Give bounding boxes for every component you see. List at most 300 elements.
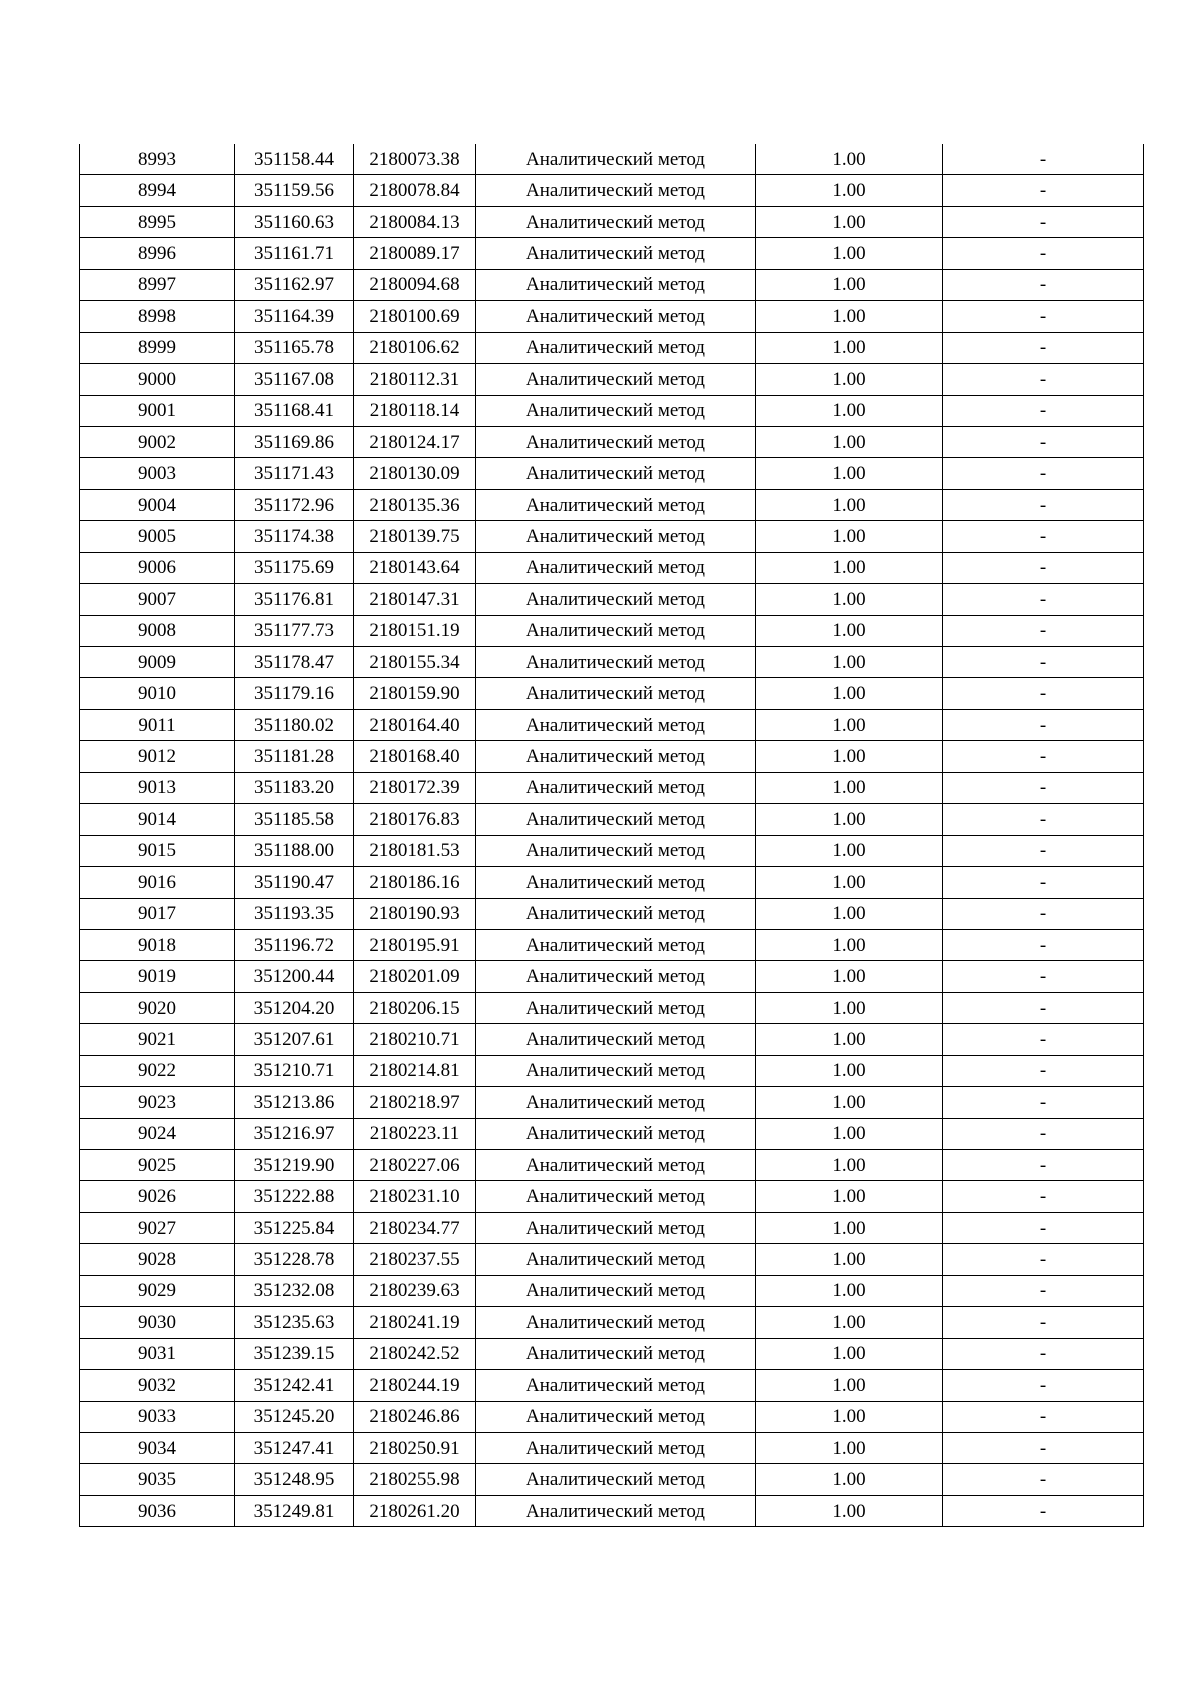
x-coordinate-cell: 351232.08	[235, 1275, 354, 1306]
method-cell: Аналитический метод	[476, 332, 756, 363]
method-cell: Аналитический метод	[476, 238, 756, 269]
y-coordinate-cell: 2180223.11	[354, 1118, 476, 1149]
accuracy-cell: 1.00	[756, 395, 943, 426]
y-coordinate-cell: 2180147.31	[354, 584, 476, 615]
x-coordinate-cell: 351242.41	[235, 1370, 354, 1401]
point-number-cell: 9002	[80, 426, 235, 457]
accuracy-cell: 1.00	[756, 175, 943, 206]
accuracy-cell: 1.00	[756, 1024, 943, 1055]
method-cell: Аналитический метод	[476, 426, 756, 457]
accuracy-cell: 1.00	[756, 426, 943, 457]
point-number-cell: 9030	[80, 1307, 235, 1338]
note-cell: -	[943, 238, 1144, 269]
x-coordinate-cell: 351185.58	[235, 804, 354, 835]
point-number-cell: 8999	[80, 332, 235, 363]
table-row	[80, 238, 1144, 269]
x-coordinate-cell: 351172.96	[235, 489, 354, 520]
y-coordinate-cell: 2180242.52	[354, 1338, 476, 1369]
method-cell: Аналитический метод	[476, 395, 756, 426]
y-coordinate-cell: 2180164.40	[354, 709, 476, 740]
table-row	[80, 678, 1144, 709]
method-cell: Аналитический метод	[476, 678, 756, 709]
point-number-cell: 9026	[80, 1181, 235, 1212]
y-coordinate-cell: 2180186.16	[354, 867, 476, 898]
y-coordinate-cell: 2180143.64	[354, 552, 476, 583]
y-coordinate-cell: 2180201.09	[354, 961, 476, 992]
accuracy-cell: 1.00	[756, 269, 943, 300]
method-cell: Аналитический метод	[476, 1275, 756, 1306]
table-row	[80, 395, 1144, 426]
accuracy-cell: 1.00	[756, 458, 943, 489]
method-cell: Аналитический метод	[476, 772, 756, 803]
y-coordinate-cell: 2180210.71	[354, 1024, 476, 1055]
point-number-cell: 9031	[80, 1338, 235, 1369]
accuracy-cell: 1.00	[756, 961, 943, 992]
method-cell: Аналитический метод	[476, 1055, 756, 1086]
note-cell: -	[943, 961, 1144, 992]
note-cell: -	[943, 144, 1144, 175]
point-number-cell: 9017	[80, 898, 235, 929]
table-row	[80, 1432, 1144, 1463]
accuracy-cell: 1.00	[756, 521, 943, 552]
point-number-cell: 9016	[80, 867, 235, 898]
accuracy-cell: 1.00	[756, 1401, 943, 1432]
y-coordinate-cell: 2180100.69	[354, 301, 476, 332]
x-coordinate-cell: 351180.02	[235, 709, 354, 740]
point-number-cell: 9014	[80, 804, 235, 835]
x-coordinate-cell: 351239.15	[235, 1338, 354, 1369]
table-row	[80, 1087, 1144, 1118]
y-coordinate-cell: 2180139.75	[354, 521, 476, 552]
accuracy-cell: 1.00	[756, 1338, 943, 1369]
y-coordinate-cell: 2180094.68	[354, 269, 476, 300]
y-coordinate-cell: 2180241.19	[354, 1307, 476, 1338]
x-coordinate-cell: 351219.90	[235, 1150, 354, 1181]
point-number-cell: 9036	[80, 1495, 235, 1526]
x-coordinate-cell: 351179.16	[235, 678, 354, 709]
x-coordinate-cell: 351169.86	[235, 426, 354, 457]
x-coordinate-cell: 351178.47	[235, 647, 354, 678]
table-row	[80, 364, 1144, 395]
table-row	[80, 1055, 1144, 1086]
method-cell: Аналитический метод	[476, 269, 756, 300]
y-coordinate-cell: 2180106.62	[354, 332, 476, 363]
table-row	[80, 489, 1144, 520]
note-cell: -	[943, 678, 1144, 709]
accuracy-cell: 1.00	[756, 772, 943, 803]
table-row	[80, 458, 1144, 489]
method-cell: Аналитический метод	[476, 1024, 756, 1055]
table-row	[80, 206, 1144, 237]
method-cell: Аналитический метод	[476, 1087, 756, 1118]
accuracy-cell: 1.00	[756, 1307, 943, 1338]
x-coordinate-cell: 351225.84	[235, 1212, 354, 1243]
table-row	[80, 1150, 1144, 1181]
accuracy-cell: 1.00	[756, 584, 943, 615]
method-cell: Аналитический метод	[476, 835, 756, 866]
note-cell: -	[943, 1338, 1144, 1369]
accuracy-cell: 1.00	[756, 206, 943, 237]
method-cell: Аналитический метод	[476, 898, 756, 929]
method-cell: Аналитический метод	[476, 1432, 756, 1463]
y-coordinate-cell: 2180255.98	[354, 1464, 476, 1495]
table-row	[80, 1338, 1144, 1369]
table-row	[80, 584, 1144, 615]
accuracy-cell: 1.00	[756, 1370, 943, 1401]
note-cell: -	[943, 1024, 1144, 1055]
point-number-cell: 9033	[80, 1401, 235, 1432]
point-number-cell: 8998	[80, 301, 235, 332]
point-number-cell: 8996	[80, 238, 235, 269]
accuracy-cell: 1.00	[756, 678, 943, 709]
method-cell: Аналитический метод	[476, 364, 756, 395]
accuracy-cell: 1.00	[756, 1464, 943, 1495]
table-row	[80, 1275, 1144, 1306]
x-coordinate-cell: 351183.20	[235, 772, 354, 803]
y-coordinate-cell: 2180130.09	[354, 458, 476, 489]
accuracy-cell: 1.00	[756, 615, 943, 646]
method-cell: Аналитический метод	[476, 1401, 756, 1432]
table-row	[80, 426, 1144, 457]
x-coordinate-cell: 351222.88	[235, 1181, 354, 1212]
x-coordinate-cell: 351188.00	[235, 835, 354, 866]
table-row	[80, 1024, 1144, 1055]
method-cell: Аналитический метод	[476, 929, 756, 960]
table-row	[80, 1370, 1144, 1401]
method-cell: Аналитический метод	[476, 615, 756, 646]
point-number-cell: 9011	[80, 709, 235, 740]
table-row	[80, 1464, 1144, 1495]
point-number-cell: 8994	[80, 175, 235, 206]
method-cell: Аналитический метод	[476, 1307, 756, 1338]
y-coordinate-cell: 2180181.53	[354, 835, 476, 866]
point-number-cell: 9034	[80, 1432, 235, 1463]
method-cell: Аналитический метод	[476, 1464, 756, 1495]
y-coordinate-cell: 2180112.31	[354, 364, 476, 395]
point-number-cell: 8995	[80, 206, 235, 237]
x-coordinate-cell: 351168.41	[235, 395, 354, 426]
table-row	[80, 1495, 1144, 1526]
accuracy-cell: 1.00	[756, 898, 943, 929]
table-row	[80, 615, 1144, 646]
point-number-cell: 9022	[80, 1055, 235, 1086]
x-coordinate-cell: 351190.47	[235, 867, 354, 898]
accuracy-cell: 1.00	[756, 835, 943, 866]
table-row	[80, 867, 1144, 898]
x-coordinate-cell: 351204.20	[235, 992, 354, 1023]
y-coordinate-cell: 2180250.91	[354, 1432, 476, 1463]
method-cell: Аналитический метод	[476, 552, 756, 583]
note-cell: -	[943, 426, 1144, 457]
accuracy-cell: 1.00	[756, 1432, 943, 1463]
note-cell: -	[943, 1118, 1144, 1149]
y-coordinate-cell: 2180155.34	[354, 647, 476, 678]
method-cell: Аналитический метод	[476, 804, 756, 835]
y-coordinate-cell: 2180176.83	[354, 804, 476, 835]
accuracy-cell: 1.00	[756, 804, 943, 835]
accuracy-cell: 1.00	[756, 1055, 943, 1086]
note-cell: -	[943, 615, 1144, 646]
table-row	[80, 709, 1144, 740]
table-row	[80, 835, 1144, 866]
note-cell: -	[943, 1212, 1144, 1243]
accuracy-cell: 1.00	[756, 1244, 943, 1275]
point-number-cell: 9006	[80, 552, 235, 583]
method-cell: Аналитический метод	[476, 489, 756, 520]
y-coordinate-cell: 2180195.91	[354, 929, 476, 960]
note-cell: -	[943, 1432, 1144, 1463]
accuracy-cell: 1.00	[756, 929, 943, 960]
table-row	[80, 961, 1144, 992]
method-cell: Аналитический метод	[476, 1212, 756, 1243]
note-cell: -	[943, 1055, 1144, 1086]
accuracy-cell: 1.00	[756, 1087, 943, 1118]
x-coordinate-cell: 351167.08	[235, 364, 354, 395]
table-row	[80, 175, 1144, 206]
method-cell: Аналитический метод	[476, 647, 756, 678]
y-coordinate-cell: 2180190.93	[354, 898, 476, 929]
x-coordinate-cell: 351175.69	[235, 552, 354, 583]
accuracy-cell: 1.00	[756, 238, 943, 269]
table-row	[80, 992, 1144, 1023]
accuracy-cell: 1.00	[756, 144, 943, 175]
y-coordinate-cell: 2180135.36	[354, 489, 476, 520]
note-cell: -	[943, 1401, 1144, 1432]
method-cell: Аналитический метод	[476, 1181, 756, 1212]
x-coordinate-cell: 351181.28	[235, 741, 354, 772]
point-number-cell: 9007	[80, 584, 235, 615]
x-coordinate-cell: 351216.97	[235, 1118, 354, 1149]
y-coordinate-cell: 2180078.84	[354, 175, 476, 206]
note-cell: -	[943, 867, 1144, 898]
note-cell: -	[943, 206, 1144, 237]
point-number-cell: 8997	[80, 269, 235, 300]
point-number-cell: 9003	[80, 458, 235, 489]
point-number-cell: 9013	[80, 772, 235, 803]
note-cell: -	[943, 647, 1144, 678]
accuracy-cell: 1.00	[756, 1181, 943, 1212]
x-coordinate-cell: 351162.97	[235, 269, 354, 300]
note-cell: -	[943, 332, 1144, 363]
method-cell: Аналитический метод	[476, 458, 756, 489]
point-number-cell: 9005	[80, 521, 235, 552]
x-coordinate-cell: 351248.95	[235, 1464, 354, 1495]
y-coordinate-cell: 2180151.19	[354, 615, 476, 646]
note-cell: -	[943, 1244, 1144, 1275]
accuracy-cell: 1.00	[756, 867, 943, 898]
note-cell: -	[943, 1307, 1144, 1338]
table-row	[80, 1118, 1144, 1149]
point-number-cell: 9015	[80, 835, 235, 866]
note-cell: -	[943, 552, 1144, 583]
accuracy-cell: 1.00	[756, 1118, 943, 1149]
table-row	[80, 1181, 1144, 1212]
x-coordinate-cell: 351174.38	[235, 521, 354, 552]
x-coordinate-cell: 351249.81	[235, 1495, 354, 1526]
accuracy-cell: 1.00	[756, 301, 943, 332]
note-cell: -	[943, 741, 1144, 772]
accuracy-cell: 1.00	[756, 1150, 943, 1181]
point-number-cell: 9010	[80, 678, 235, 709]
method-cell: Аналитический метод	[476, 206, 756, 237]
y-coordinate-cell: 2180227.06	[354, 1150, 476, 1181]
method-cell: Аналитический метод	[476, 301, 756, 332]
y-coordinate-cell: 2180118.14	[354, 395, 476, 426]
note-cell: -	[943, 489, 1144, 520]
table-row	[80, 741, 1144, 772]
method-cell: Аналитический метод	[476, 175, 756, 206]
table-row	[80, 144, 1144, 175]
note-cell: -	[943, 1087, 1144, 1118]
accuracy-cell: 1.00	[756, 647, 943, 678]
table-row	[80, 332, 1144, 363]
note-cell: -	[943, 458, 1144, 489]
method-cell: Аналитический метод	[476, 521, 756, 552]
method-cell: Аналитический метод	[476, 584, 756, 615]
accuracy-cell: 1.00	[756, 1495, 943, 1526]
table-row	[80, 647, 1144, 678]
method-cell: Аналитический метод	[476, 867, 756, 898]
table-row	[80, 552, 1144, 583]
accuracy-cell: 1.00	[756, 1212, 943, 1243]
method-cell: Аналитический метод	[476, 1244, 756, 1275]
y-coordinate-cell: 2180237.55	[354, 1244, 476, 1275]
note-cell: -	[943, 364, 1144, 395]
method-cell: Аналитический метод	[476, 709, 756, 740]
accuracy-cell: 1.00	[756, 709, 943, 740]
accuracy-cell: 1.00	[756, 489, 943, 520]
y-coordinate-cell: 2180261.20	[354, 1495, 476, 1526]
table-row	[80, 1212, 1144, 1243]
coordinates-table	[79, 144, 1144, 1527]
y-coordinate-cell: 2180244.19	[354, 1370, 476, 1401]
y-coordinate-cell: 2180084.13	[354, 206, 476, 237]
note-cell: -	[943, 521, 1144, 552]
table-row	[80, 301, 1144, 332]
accuracy-cell: 1.00	[756, 741, 943, 772]
point-number-cell: 9035	[80, 1464, 235, 1495]
method-cell: Аналитический метод	[476, 992, 756, 1023]
x-coordinate-cell: 351176.81	[235, 584, 354, 615]
accuracy-cell: 1.00	[756, 552, 943, 583]
point-number-cell: 9004	[80, 489, 235, 520]
note-cell: -	[943, 584, 1144, 615]
x-coordinate-cell: 351245.20	[235, 1401, 354, 1432]
x-coordinate-cell: 351193.35	[235, 898, 354, 929]
coordinates-table-body	[80, 144, 1144, 1527]
y-coordinate-cell: 2180124.17	[354, 426, 476, 457]
x-coordinate-cell: 351171.43	[235, 458, 354, 489]
method-cell: Аналитический метод	[476, 1118, 756, 1149]
point-number-cell: 9018	[80, 929, 235, 960]
note-cell: -	[943, 835, 1144, 866]
x-coordinate-cell: 351164.39	[235, 301, 354, 332]
point-number-cell: 9027	[80, 1212, 235, 1243]
method-cell: Аналитический метод	[476, 741, 756, 772]
y-coordinate-cell: 2180214.81	[354, 1055, 476, 1086]
method-cell: Аналитический метод	[476, 961, 756, 992]
x-coordinate-cell: 351158.44	[235, 144, 354, 175]
accuracy-cell: 1.00	[756, 364, 943, 395]
table-row	[80, 898, 1144, 929]
note-cell: -	[943, 1464, 1144, 1495]
point-number-cell: 8993	[80, 144, 235, 175]
x-coordinate-cell: 351247.41	[235, 1432, 354, 1463]
note-cell: -	[943, 1495, 1144, 1526]
y-coordinate-cell: 2180231.10	[354, 1181, 476, 1212]
y-coordinate-cell: 2180246.86	[354, 1401, 476, 1432]
note-cell: -	[943, 395, 1144, 426]
y-coordinate-cell: 2180218.97	[354, 1087, 476, 1118]
y-coordinate-cell: 2180172.39	[354, 772, 476, 803]
y-coordinate-cell: 2180239.63	[354, 1275, 476, 1306]
note-cell: -	[943, 929, 1144, 960]
x-coordinate-cell: 351196.72	[235, 929, 354, 960]
note-cell: -	[943, 1370, 1144, 1401]
y-coordinate-cell: 2180168.40	[354, 741, 476, 772]
note-cell: -	[943, 1275, 1144, 1306]
x-coordinate-cell: 351228.78	[235, 1244, 354, 1275]
table-row	[80, 521, 1144, 552]
y-coordinate-cell: 2180159.90	[354, 678, 476, 709]
note-cell: -	[943, 804, 1144, 835]
method-cell: Аналитический метод	[476, 1338, 756, 1369]
table-row	[80, 269, 1144, 300]
point-number-cell: 9009	[80, 647, 235, 678]
note-cell: -	[943, 175, 1144, 206]
x-coordinate-cell: 351210.71	[235, 1055, 354, 1086]
point-number-cell: 9025	[80, 1150, 235, 1181]
point-number-cell: 9028	[80, 1244, 235, 1275]
point-number-cell: 9019	[80, 961, 235, 992]
x-coordinate-cell: 351200.44	[235, 961, 354, 992]
accuracy-cell: 1.00	[756, 992, 943, 1023]
point-number-cell: 9001	[80, 395, 235, 426]
point-number-cell: 9021	[80, 1024, 235, 1055]
note-cell: -	[943, 301, 1144, 332]
method-cell: Аналитический метод	[476, 1150, 756, 1181]
method-cell: Аналитический метод	[476, 1495, 756, 1526]
note-cell: -	[943, 709, 1144, 740]
table-row	[80, 929, 1144, 960]
point-number-cell: 9029	[80, 1275, 235, 1306]
x-coordinate-cell: 351177.73	[235, 615, 354, 646]
point-number-cell: 9008	[80, 615, 235, 646]
x-coordinate-cell: 351161.71	[235, 238, 354, 269]
note-cell: -	[943, 1181, 1144, 1212]
point-number-cell: 9020	[80, 992, 235, 1023]
x-coordinate-cell: 351235.63	[235, 1307, 354, 1338]
x-coordinate-cell: 351159.56	[235, 175, 354, 206]
note-cell: -	[943, 772, 1144, 803]
accuracy-cell: 1.00	[756, 332, 943, 363]
note-cell: -	[943, 1150, 1144, 1181]
x-coordinate-cell: 351165.78	[235, 332, 354, 363]
note-cell: -	[943, 898, 1144, 929]
point-number-cell: 9012	[80, 741, 235, 772]
table-row	[80, 1244, 1144, 1275]
point-number-cell: 9032	[80, 1370, 235, 1401]
y-coordinate-cell: 2180073.38	[354, 144, 476, 175]
table-row	[80, 1401, 1144, 1432]
table-row	[80, 1307, 1144, 1338]
point-number-cell: 9024	[80, 1118, 235, 1149]
table-row	[80, 772, 1144, 803]
note-cell: -	[943, 269, 1144, 300]
point-number-cell: 9023	[80, 1087, 235, 1118]
y-coordinate-cell: 2180089.17	[354, 238, 476, 269]
y-coordinate-cell: 2180206.15	[354, 992, 476, 1023]
